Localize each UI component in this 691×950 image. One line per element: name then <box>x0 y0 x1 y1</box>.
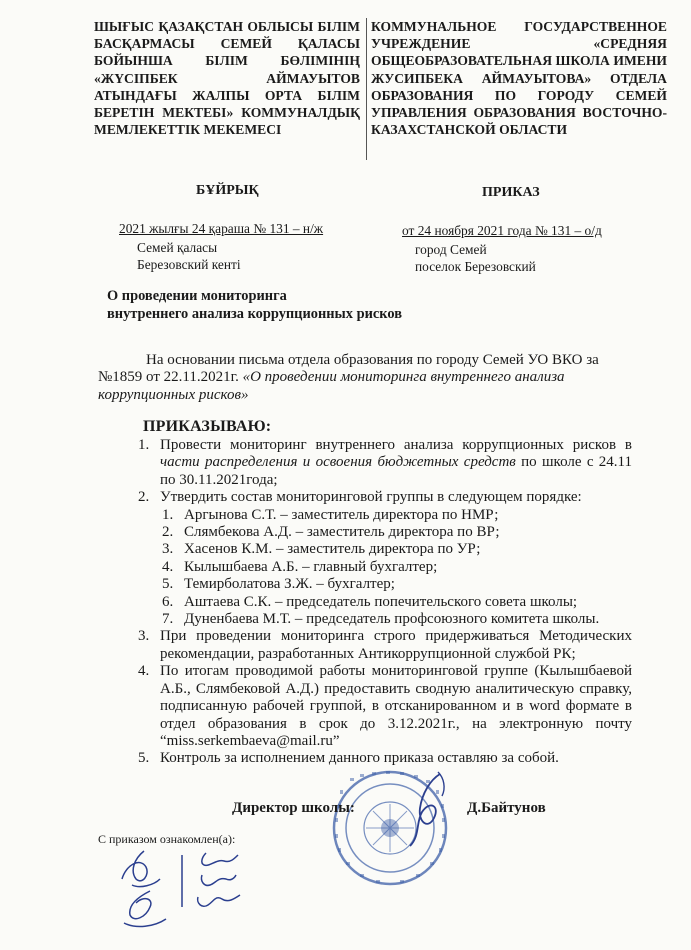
member-text: Слямбекова А.Д. – заместитель директора по ВР; <box>184 524 500 541</box>
list-item <box>138 628 632 663</box>
member-item <box>162 559 632 576</box>
list-item <box>138 489 632 628</box>
members-list <box>162 507 632 629</box>
member-number: 6. <box>162 593 174 610</box>
left-doc-kind: БҰЙРЫҚ <box>196 183 259 198</box>
title-line-1: О проведении мониторинга <box>107 288 287 304</box>
member-text: Хасенов К.М. – заместитель директора по УР; <box>184 541 481 558</box>
order-list <box>138 437 632 768</box>
list-item <box>138 437 632 489</box>
list-item-number: 3. <box>138 628 150 645</box>
member-number: 7. <box>162 611 174 628</box>
header-right-org: КОММУНАЛЬНОЕ ГОСУДАРСТВЕННОЕ УЧРЕЖДЕНИЕ «СРЕДНЯЯ ОБЩЕОБРАЗОВАТЕЛЬНАЯ ШКОЛА ИМЕНИ ЖУСИПБЕКА АЙМАУЫТОВА» ОТДЕЛА ОБРАЗОВАНИЯ ПО ГОРОДУ СЕМЕЙ УПРАВЛЕНИЯ ОБРАЗОВАНИЯ ВОСТОЧНО-КАЗАХСТАНСКОЙ ОБЛАСТИ <box>371 19 667 138</box>
list-item <box>138 663 632 750</box>
director-signature-icon <box>400 770 460 850</box>
acknowledgement-label: С приказом ознакомлен(а): <box>98 832 236 846</box>
member-number: 3. <box>162 541 174 558</box>
intro-italic: «О проведении мониторинга внутреннего анализа коррупционных рисков» <box>98 369 565 403</box>
intro-paragraph <box>98 352 628 404</box>
director-position: Директор школы: <box>232 800 355 816</box>
member-text: Кылышбаева А.Б. – главный бухгалтер; <box>184 558 438 575</box>
member-item <box>162 594 632 611</box>
member-text: Темирболатова З.Ж. – бухгалтер; <box>184 576 395 593</box>
member-item <box>162 541 632 558</box>
right-doc-settlement: поселок Березовский <box>415 259 536 274</box>
member-number: 2. <box>162 524 174 541</box>
item-1-post: по школе с 24.11 по 30.11.2021года; <box>160 454 633 488</box>
member-item <box>162 576 632 593</box>
order-word: ПРИКАЗЫВАЮ: <box>143 418 272 435</box>
list-item-text: Контроль за исполнением данного приказа оставляю за собой. <box>160 750 559 767</box>
list-item <box>138 750 632 767</box>
list-item-number: 5. <box>138 750 150 767</box>
document-title <box>107 287 402 323</box>
handwritten-signatures-icon <box>110 845 250 935</box>
member-number: 5. <box>162 576 174 593</box>
right-doc-date: от 24 ноября 2021 года № 131 – о/д <box>402 223 602 238</box>
list-item-text: При проведении мониторинга строго придерживаться Методических рекомендации, разработанных Антикоррупционной службой РК; <box>160 628 632 662</box>
member-text: Аштаева С.К. – председатель попечительского совета школы; <box>184 593 578 610</box>
right-doc-kind: ПРИКАЗ <box>482 185 540 200</box>
list-item-number: 1. <box>138 437 150 453</box>
title-line-2: внутреннего анализа коррупционных рисков <box>107 306 402 322</box>
list-item-text <box>160 437 632 489</box>
list-item-text: Утвердить состав мониторинговой группы в следующем порядке: <box>160 489 582 506</box>
list-item-text: По итогам проводимой работы мониторинговой группе (Кылышбаевой А.Б., Слямбековой А.Д.) предоставить сводную аналитическую справку, подписанную рабочей группой, в отсканированном и в word формате в отдел образования в срок до 3.12.2021г., на электронную почту “miss.serkembaeva@mail.ru” <box>160 663 632 749</box>
member-item <box>162 611 632 628</box>
left-doc-city: Семей қаласы <box>137 240 218 255</box>
header-left-org: ШЫҒЫС ҚАЗАҚСТАН ОБЛЫСЫ БІЛІМ БАСҚАРМАСЫ СЕМЕЙ ҚАЛАСЫ БОЙЫНША БІЛІМ БӨЛІМІНІҢ «ЖҮСІПБЕК АЙМАУЫТОВ АТЫНДАҒЫ ЖАЛПЫ ОРТА БІЛІМ БЕРЕТІН МЕКТЕБІ» КОММУНАЛДЫҚ МЕМЛЕКЕТТІК МЕКЕМЕСІ <box>94 19 360 138</box>
director-name: Д.Байтунов <box>467 800 546 816</box>
intro-text: На основании письма отдела образования по городу Семей УО ВКО за №1859 от 22.11.2021г. <box>98 352 599 386</box>
member-text: Дуненбаева М.Т. – председатель профсоюзного комитета школы. <box>184 611 600 628</box>
member-text: Аргынова С.Т. – заместитель директора по НМР; <box>184 506 499 523</box>
header-divider <box>366 18 367 160</box>
right-doc-city: город Семей <box>415 242 487 257</box>
item-1-italic: части распределения и освоения бюджетных средств <box>160 454 516 471</box>
member-item <box>162 507 632 524</box>
left-doc-settlement: Березовский кенті <box>137 257 241 272</box>
list-item-number: 2. <box>138 489 150 506</box>
item-1-pre: Провести мониторинг внутреннего анализа коррупционных рисков в <box>160 437 632 453</box>
left-doc-date: 2021 жылғы 24 қараша № 131 – н/ж <box>119 221 324 236</box>
member-item <box>162 524 632 541</box>
member-number: 4. <box>162 558 174 575</box>
list-item-number: 4. <box>138 663 150 680</box>
member-number: 1. <box>162 506 174 523</box>
